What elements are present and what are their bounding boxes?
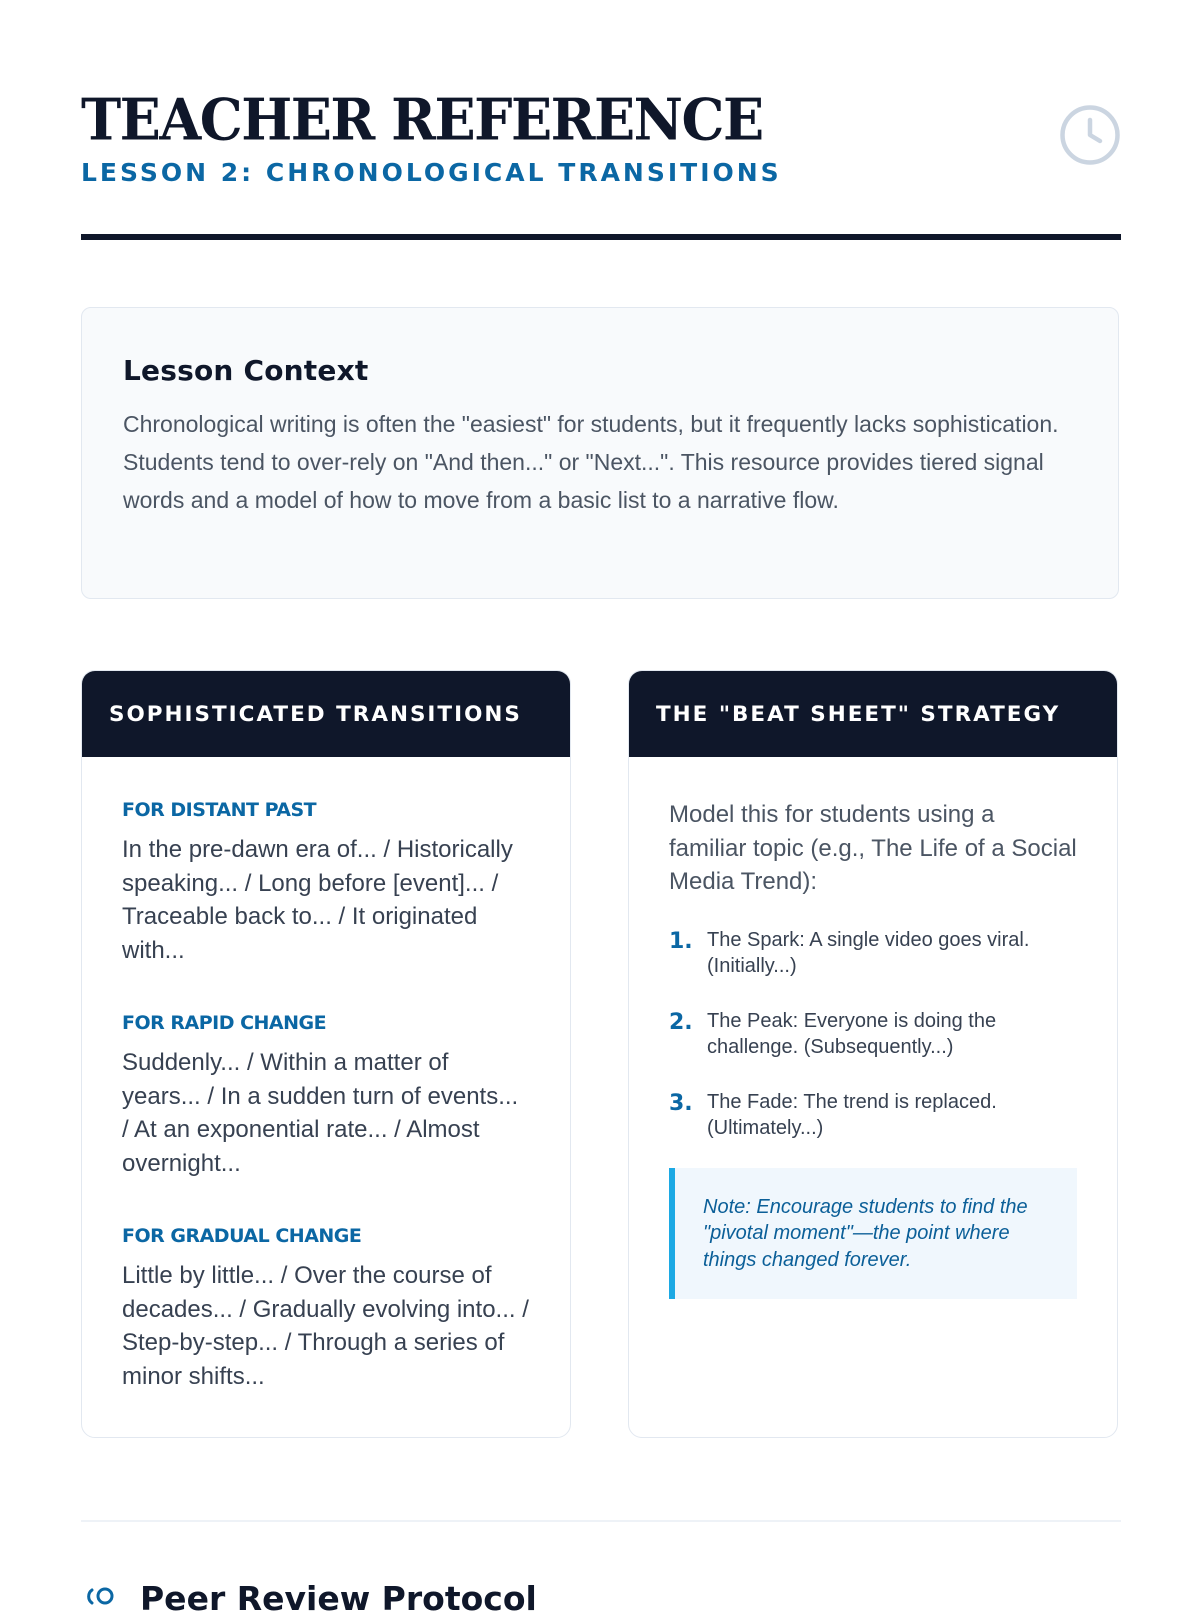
step-text: The Peak: Everyone is doing the challenge. (Subsequently...) — [707, 1009, 997, 1058]
beat-sheet-steps — [669, 925, 1077, 1142]
transitions-card — [81, 670, 571, 1438]
lesson-context-text: Chronological writing is often the "easiest" for students, but it frequently lacks sophistication. Students tend to over-rely on "And then..." or "Next...". This resource provides tiered signal words and a model of how to move from a basic list to a narrative flow. — [123, 411, 1059, 513]
page-title: TEACHER REFERENCE — [81, 85, 763, 154]
group-text: Suddenly... / Within a matter of years... / In a sudden turn of events... / At an exponential rate... / Almost overnight... — [122, 1049, 519, 1177]
clock-icon — [1059, 104, 1121, 166]
list-item — [669, 1006, 1077, 1061]
step-text: The Spark: A single video goes viral. (Initially...) — [707, 928, 1030, 977]
transition-group-gradual-change — [122, 1225, 530, 1393]
transition-group-distant-past — [122, 799, 530, 967]
beat-sheet-heading: THE "BEAT SHEET" STRATEGY — [629, 671, 1117, 757]
transitions-body — [82, 799, 570, 1393]
group-label: FOR RAPID CHANGE — [122, 1012, 327, 1034]
transitions-heading: SOPHISTICATED TRANSITIONS — [82, 671, 570, 757]
group-text: Little by little... / Over the course of decades... / Gradually evolving into... / Step-by-step... / Through a series of minor shifts... — [122, 1262, 529, 1390]
peer-review-heading: Peer Review Protocol — [140, 1578, 537, 1618]
step-number: 3. — [669, 1090, 693, 1116]
beat-sheet-intro: Model this for students using a familiar topic (e.g., The Life of a Social Media Trend): — [669, 801, 1077, 895]
step-text: The Fade: The trend is replaced. (Ultimately...) — [707, 1090, 997, 1139]
group-label: FOR GRADUAL CHANGE — [122, 1225, 362, 1247]
lesson-subtitle: LESSON 2: CHRONOLOGICAL TRANSITIONS — [81, 158, 782, 187]
peer-review-icon — [86, 1586, 116, 1610]
list-item — [669, 925, 1077, 980]
page-header — [81, 85, 1121, 198]
beat-sheet-body — [629, 798, 1117, 1299]
transition-group-rapid-change — [122, 1012, 530, 1180]
teacher-note: Note: Encourage students to find the "pivotal moment"—the point where things changed forever. — [669, 1168, 1077, 1300]
step-number: 2. — [669, 1009, 693, 1035]
list-item — [669, 1087, 1077, 1142]
step-number: 1. — [669, 928, 693, 954]
lesson-context-panel — [81, 307, 1119, 599]
beat-sheet-card — [628, 670, 1118, 1438]
group-text: In the pre-dawn era of... / Historically speaking... / Long before [event]... / Traceable back to... / It originated with... — [122, 836, 513, 964]
section-divider — [81, 1520, 1121, 1522]
header-divider — [81, 234, 1121, 240]
peer-review-section — [86, 1578, 537, 1618]
lesson-context-heading: Lesson Context — [123, 354, 369, 387]
group-label: FOR DISTANT PAST — [122, 799, 317, 821]
